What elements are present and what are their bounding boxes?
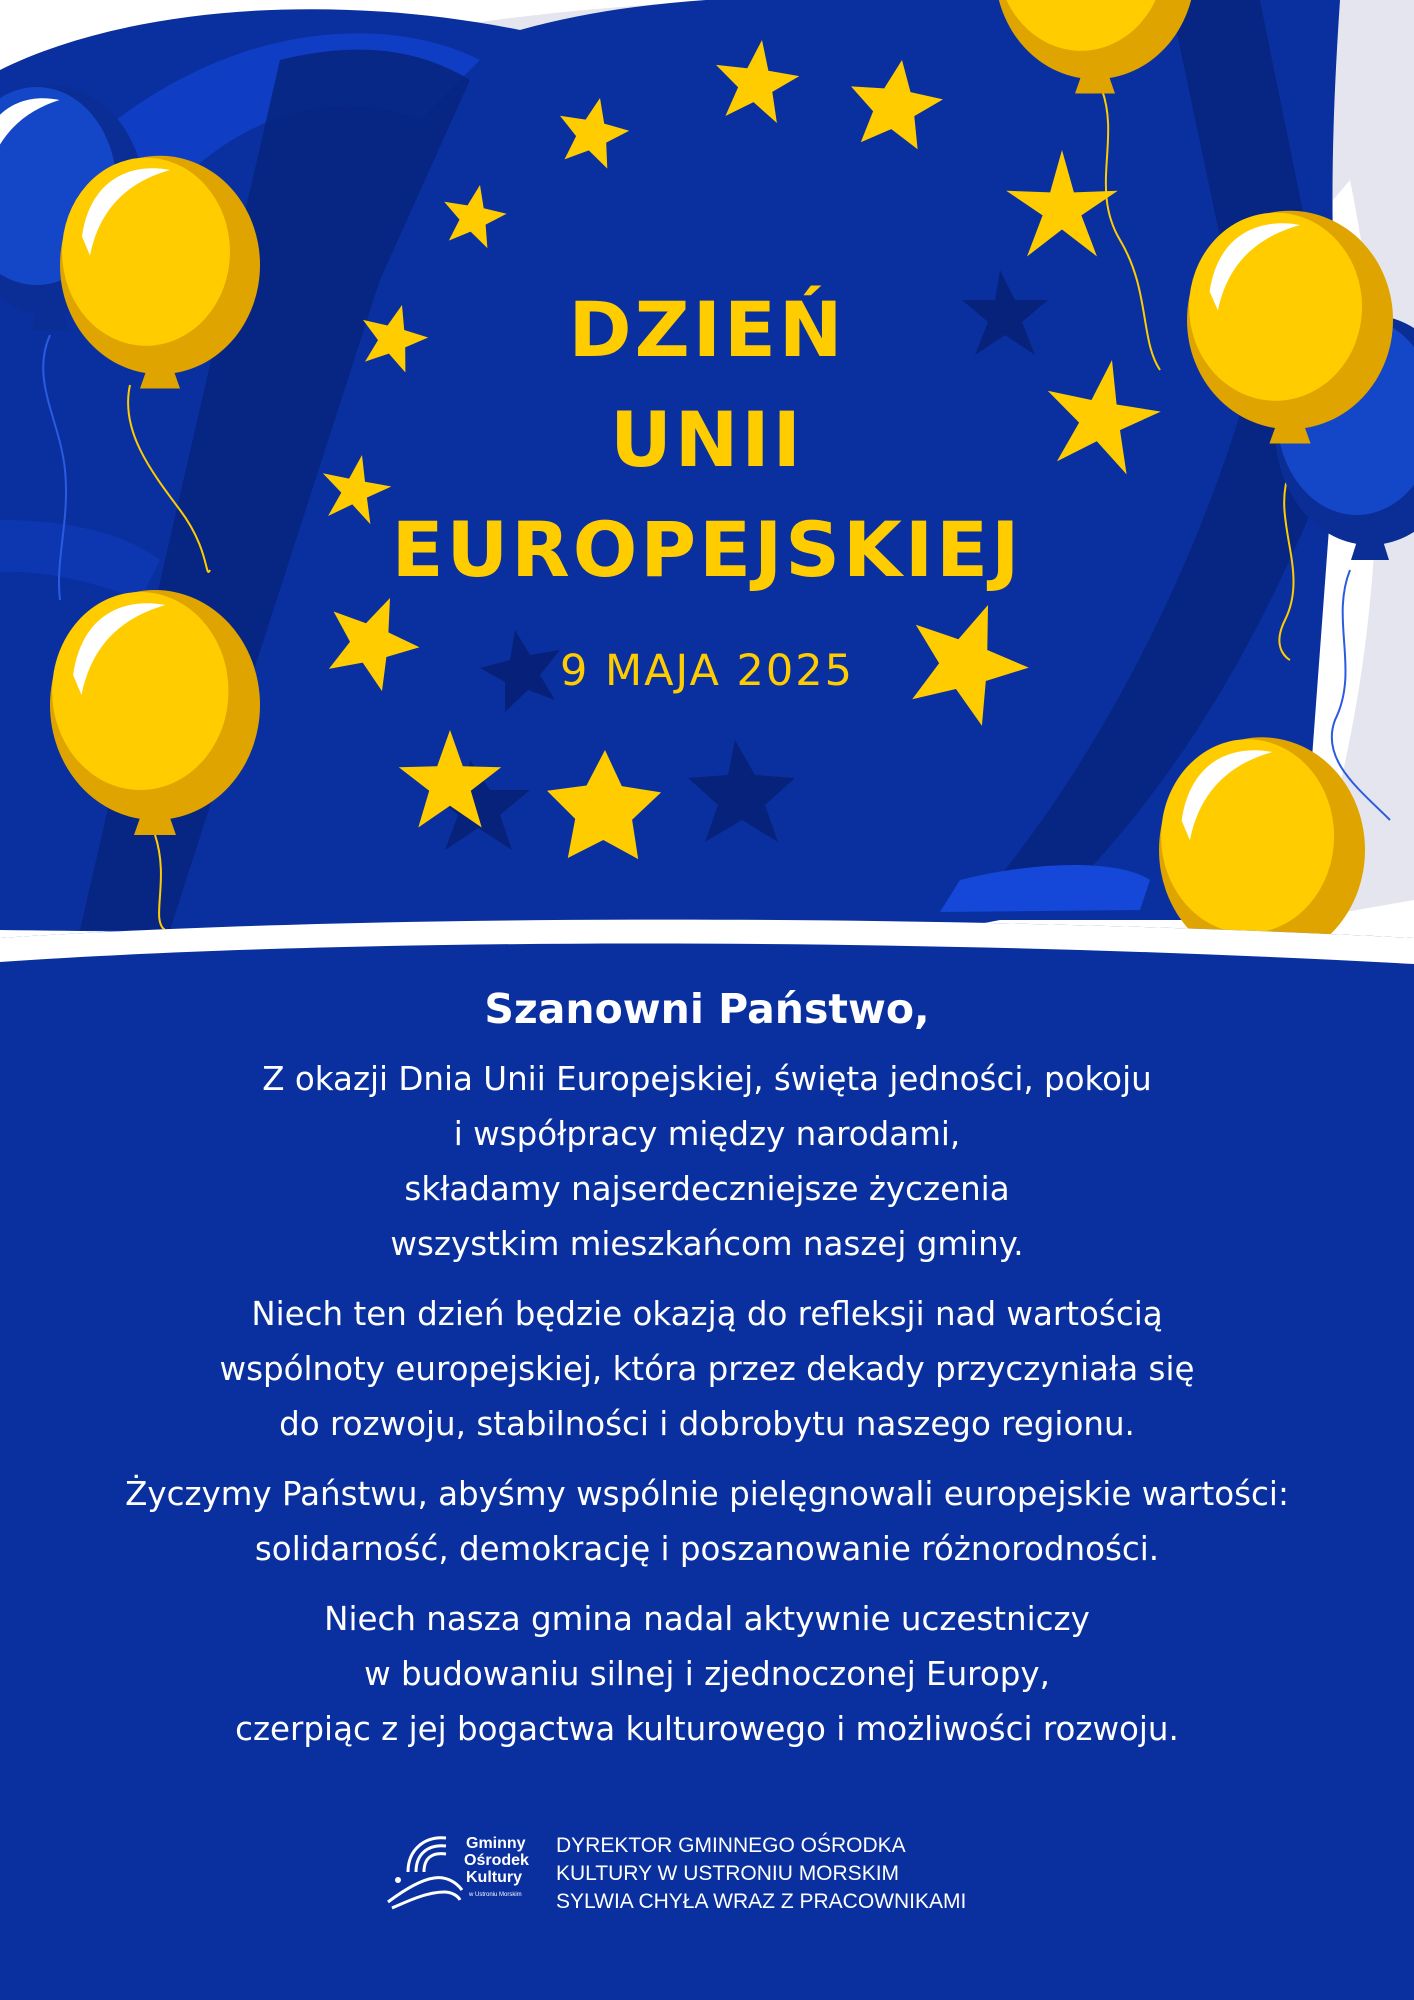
paragraph-line: solidarność, demokrację i poszanowanie różnorodności.	[254, 1530, 1160, 1569]
paragraph-line: i współpracy między narodami,	[453, 1115, 961, 1154]
svg-text:Gminny: Gminny	[466, 1835, 526, 1852]
footer-signature	[384, 1830, 1084, 1913]
paragraph-line: Życzymy Państwu, abyśmy wspólnie pielęgnowali europejskie wartości:	[125, 1475, 1289, 1514]
gok-logo	[384, 1830, 534, 1910]
paragraph-line: Z okazji Dnia Unii Europejskiej, święta jedności, pokoju	[262, 1060, 1152, 1099]
paragraph-line: Niech nasza gmina nadal aktywnie uczestniczy	[324, 1600, 1090, 1639]
paragraph-1	[40, 1052, 1374, 1272]
signature-line: SYLWIA CHYŁA WRAZ Z PRACOWNIKAMI	[556, 1890, 967, 1913]
logo-wave-icon	[388, 1838, 462, 1908]
title-line-1: DZIEŃ	[568, 285, 846, 374]
paragraph-2	[40, 1287, 1374, 1452]
paragraph-line: czerpiąc z jej bogactwa kulturowego i możliwości rozwoju.	[235, 1710, 1179, 1749]
signature-line: KULTURY W USTRONIU MORSKIM	[556, 1862, 900, 1885]
paragraph-line: wspólnoty europejskiej, która przez dekady przyczyniała się	[219, 1350, 1195, 1389]
paragraph-line: w budowaniu silnej i zjednoczonej Europy,	[364, 1655, 1050, 1694]
event-date: 9 MAJA 2025	[560, 646, 854, 696]
paragraph-line: składamy najserdeczniejsze życzenia	[404, 1170, 1010, 1209]
svg-text:w Ustroniu Morskim: w Ustroniu Morskim	[469, 1892, 522, 1898]
paragraph-line: wszystkim mieszkańcom naszej gminy.	[390, 1225, 1024, 1264]
title-line-3: EUROPEJSKIEJ	[391, 505, 1023, 594]
paragraph-line: do rozwoju, stabilności i dobrobytu naszego regionu.	[279, 1405, 1135, 1444]
paragraph-3	[40, 1467, 1374, 1577]
signature-line: DYREKTOR GMINNEGO OŚRODKA	[556, 1834, 906, 1857]
greeting-salutation: Szanowni Państwo,	[484, 985, 930, 1033]
paragraph-line: Niech ten dzień będzie okazją do refleksji nad wartością	[251, 1295, 1163, 1334]
title-line-2: UNII	[610, 395, 804, 484]
paragraph-4	[40, 1592, 1374, 1757]
greeting-letter	[40, 985, 1374, 1772]
svg-text:Ośrodek: Ośrodek	[464, 1852, 529, 1869]
svg-text:Kultury: Kultury	[466, 1869, 522, 1886]
logo-text	[464, 1835, 529, 1898]
signature-text	[556, 1832, 966, 1916]
